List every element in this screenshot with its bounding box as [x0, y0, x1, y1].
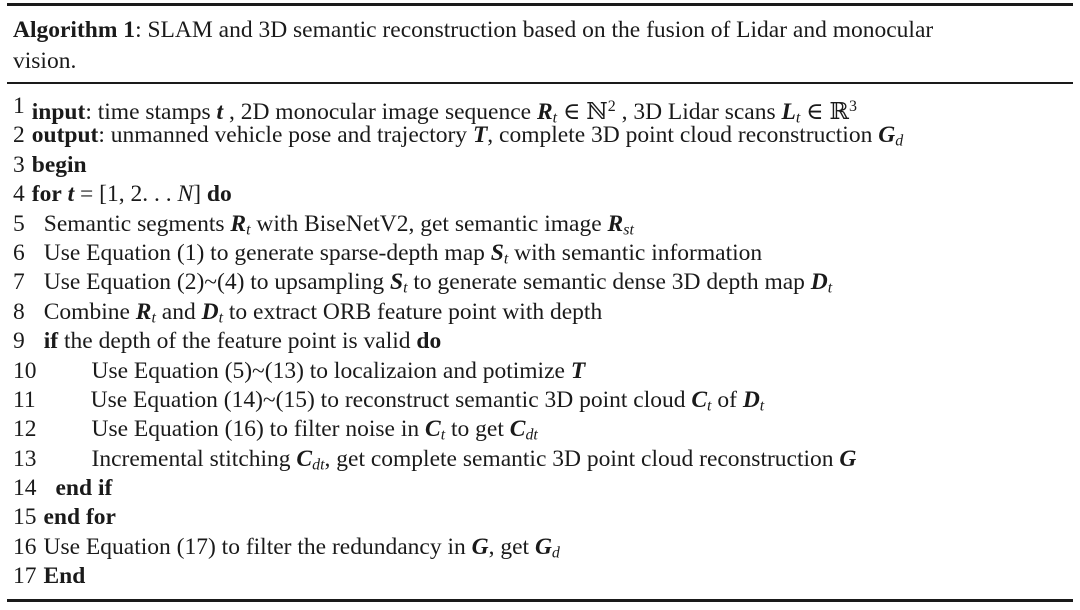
algorithm-line-9 — [13, 327, 1067, 356]
line-segment: t — [503, 250, 509, 268]
algorithm-line-5 — [13, 210, 1067, 239]
line-text — [44, 298, 602, 327]
algorithm-caption — [7, 6, 1073, 82]
algorithm-line-11 — [13, 386, 1067, 415]
indent-spacer — [25, 151, 32, 180]
line-text — [31, 92, 857, 127]
line-segment: t — [795, 109, 801, 127]
indent-spacer — [25, 210, 44, 239]
algorithm-line-12 — [13, 415, 1067, 444]
indent-spacer — [37, 562, 44, 591]
line-segment: R — [230, 210, 247, 237]
line-number: 1 — [13, 93, 25, 119]
line-text — [44, 327, 441, 356]
line-segment: t — [827, 279, 833, 297]
line-segment: Combine — [43, 298, 136, 325]
line-segment: = [1, 2. . . — [74, 181, 178, 208]
line-text — [44, 533, 560, 562]
line-segment: for — [31, 181, 62, 208]
line-text — [32, 151, 87, 180]
line-segment: End — [43, 563, 86, 590]
indent-spacer — [25, 268, 44, 297]
line-segment: t — [151, 309, 156, 327]
algorithm-line-2 — [13, 121, 1067, 150]
line-segment: Semantic segments — [43, 210, 231, 237]
line-segment: do — [416, 328, 442, 355]
algorithm-line-4 — [13, 180, 1067, 209]
line-segment: end for — [43, 504, 116, 531]
line-segment: , get — [488, 533, 535, 560]
line-segment: : unmanned vehicle pose and trajectory — [98, 122, 473, 149]
line-segment: ∈ ℝ — [800, 98, 849, 125]
line-segment: t — [218, 309, 224, 327]
line-segment: , 3D Lidar scans — [615, 98, 782, 125]
line-text — [44, 503, 116, 532]
line-segment: Use Equation (16) to filter noise in — [91, 416, 425, 443]
indent-spacer — [25, 327, 44, 356]
algorithm-line-7 — [13, 268, 1067, 297]
line-segment: ] — [193, 181, 207, 208]
line-number: 5 — [13, 210, 25, 237]
line-segment: Incremental stitching — [91, 445, 297, 472]
algorithm-caption-text: : SLAM and 3D semantic reconstruction based on the fusion of Lidar and monocular — [135, 17, 934, 43]
line-number: 11 — [13, 386, 36, 413]
line-segment: Use Equation (1) to generate sparse-depth map — [43, 239, 491, 266]
line-segment: D — [742, 386, 760, 413]
bottom-rule — [7, 599, 1073, 602]
line-segment: , get complete semantic 3D point cloud reconstruction — [324, 445, 840, 472]
line-segment: Use Equation (17) to filter the redundancy in — [43, 533, 472, 560]
line-number: 12 — [13, 416, 37, 443]
line-number: 14 — [13, 475, 37, 502]
line-text — [44, 210, 634, 239]
line-segment: end if — [55, 475, 113, 502]
line-segment: t — [403, 279, 408, 297]
line-segment: t — [216, 98, 224, 125]
line-segment: to generate semantic dense 3D depth map — [407, 269, 811, 296]
line-segment: L — [781, 98, 796, 125]
algorithm-line-1 — [13, 92, 1067, 127]
line-segment: S — [490, 239, 504, 266]
line-number: 2 — [13, 122, 25, 149]
line-segment: G — [878, 122, 896, 149]
line-segment: T — [570, 357, 586, 384]
line-segment: R — [536, 98, 553, 125]
algorithm-line-8 — [13, 298, 1067, 327]
line-segment: t — [440, 426, 446, 444]
indent-spacer — [25, 180, 32, 209]
algorithm-line-13 — [13, 445, 1067, 474]
line-segment: to get — [445, 416, 510, 443]
line-number: 8 — [13, 298, 25, 325]
line-segment: and — [155, 298, 202, 325]
line-segment: t — [67, 181, 75, 208]
line-number: 10 — [13, 357, 37, 384]
line-segment: st — [623, 221, 634, 239]
line-text — [92, 357, 586, 386]
line-segment: T — [472, 122, 488, 149]
indent-spacer — [37, 357, 92, 386]
indent-spacer — [25, 298, 44, 327]
line-segment: to extract ORB feature point with depth — [223, 298, 603, 325]
indent-spacer — [37, 445, 92, 474]
line-segment: G — [471, 533, 489, 560]
indent-spacer — [36, 386, 91, 415]
line-segment: D — [810, 269, 828, 296]
line-text — [44, 239, 762, 268]
line-segment: Use Equation (14)~(15) to reconstruct semantic 3D point cloud — [90, 386, 692, 413]
indent-spacer — [25, 121, 32, 150]
line-segment: input — [31, 98, 86, 125]
line-segment: : time stamps — [85, 98, 217, 125]
indent-spacer — [37, 474, 56, 503]
line-segment: t — [552, 109, 558, 127]
line-segment: begin — [31, 151, 87, 178]
line-segment: if — [43, 328, 59, 355]
line-text — [92, 445, 857, 474]
line-segment: ∈ ℕ — [557, 98, 608, 125]
line-segment: with BiseNetV2, get semantic image — [250, 210, 608, 237]
line-segment: , 2D monocular image sequence — [223, 98, 537, 125]
algorithm-line-17 — [13, 562, 1067, 591]
line-number: 17 — [13, 563, 37, 590]
algorithm-line-6 — [13, 239, 1067, 268]
line-text — [32, 180, 232, 209]
line-segment: N — [177, 181, 194, 208]
line-segment: , complete 3D point cloud reconstruction — [487, 122, 879, 149]
line-text — [44, 268, 832, 297]
algorithm-caption-text-line2: vision. — [13, 48, 77, 74]
algorithm-label: Algorithm 1 — [13, 17, 136, 43]
line-text — [44, 562, 86, 591]
line-text — [92, 415, 538, 444]
algorithm-line-16 — [13, 533, 1067, 562]
line-segment: t — [246, 221, 251, 239]
algorithm-line-15 — [13, 503, 1067, 532]
line-segment: the depth of the feature point is valid — [58, 328, 417, 355]
line-segment: C — [425, 416, 441, 443]
line-number: 15 — [13, 504, 37, 531]
indent-spacer — [25, 92, 32, 121]
line-number: 7 — [13, 269, 25, 296]
line-segment: G — [534, 533, 552, 560]
line-segment: t — [707, 397, 712, 415]
line-number: 16 — [13, 533, 37, 560]
line-segment: d — [551, 544, 560, 562]
line-number: 4 — [13, 181, 25, 208]
line-segment: R — [607, 210, 624, 237]
indent-spacer — [37, 503, 44, 532]
algorithm-line-10 — [13, 357, 1067, 386]
line-segment: C — [296, 445, 313, 472]
line-segment: d — [895, 132, 904, 150]
line-number: 6 — [13, 239, 25, 266]
line-segment: G — [839, 445, 857, 472]
line-segment: of — [711, 386, 743, 413]
line-text — [91, 386, 765, 415]
line-segment: with semantic information — [508, 239, 763, 266]
line-segment: Use Equation (2)~(4) to upsampling — [43, 269, 390, 296]
line-number: 13 — [13, 445, 37, 472]
line-segment: R — [135, 298, 152, 325]
line-number: 3 — [13, 151, 25, 178]
algorithm-line-14 — [13, 474, 1067, 503]
line-segment: Use Equation (5)~(13) to localizaion and potimize — [91, 357, 571, 384]
algorithm-body — [7, 84, 1073, 599]
line-segment: 3 — [848, 98, 857, 115]
line-segment: C — [509, 416, 526, 443]
line-segment: S — [389, 269, 404, 296]
line-segment: D — [201, 298, 219, 325]
indent-spacer — [37, 415, 92, 444]
line-segment: C — [691, 386, 708, 413]
line-segment: 2 — [607, 98, 616, 115]
algorithm-line-3 — [13, 151, 1067, 180]
line-segment: dt — [312, 456, 325, 474]
line-text — [32, 121, 903, 150]
line-segment: dt — [525, 426, 538, 444]
line-segment: t — [759, 397, 765, 415]
line-segment: output — [31, 122, 99, 149]
indent-spacer — [37, 533, 44, 562]
algorithm-box — [7, 3, 1073, 602]
line-text — [56, 474, 113, 503]
line-segment: do — [206, 181, 232, 208]
indent-spacer — [25, 239, 44, 268]
line-number: 9 — [13, 328, 25, 355]
